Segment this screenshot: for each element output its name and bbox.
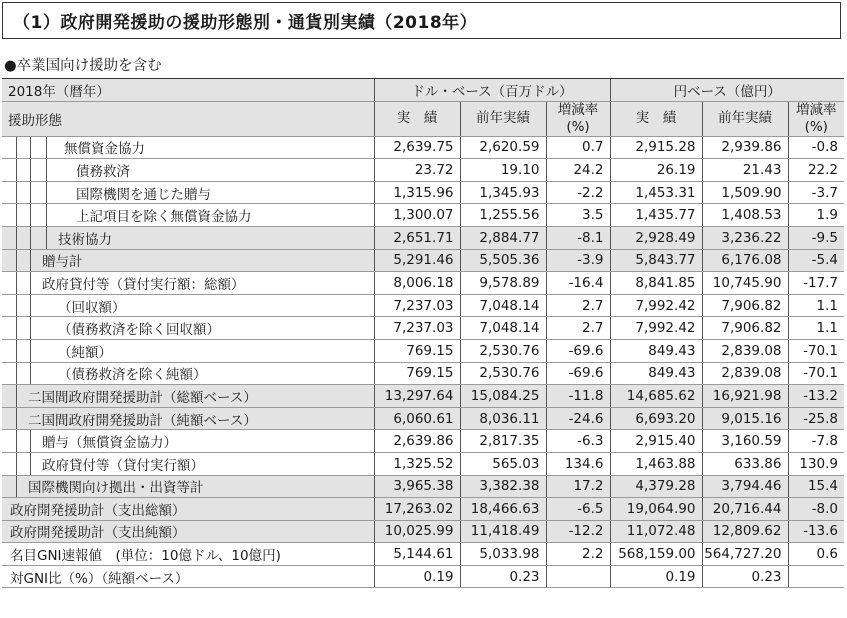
- bracket-line: [30, 137, 31, 159]
- bracket-line: [30, 317, 31, 339]
- table-row: [2, 204, 844, 227]
- usd-actual-cell: 8,006.18: [374, 272, 460, 295]
- bracket-line: [30, 227, 31, 249]
- usd-prev-cell: 18,466.63: [460, 498, 546, 521]
- jpy-rate-cell: -8.0: [788, 498, 844, 521]
- table-row: [2, 498, 844, 521]
- jpy-rate-cell: -17.7: [788, 272, 844, 295]
- usd-rate-cell: 17.2: [546, 475, 610, 498]
- jpy-actual-cell: 4,379.28: [610, 475, 702, 498]
- jpy-rate-cell: -0.8: [788, 136, 844, 159]
- usd-actual-cell: 10,025.99: [374, 520, 460, 543]
- jpy-prev-cell: 6,176.08: [702, 249, 788, 272]
- jpy-actual-cell: 7,992.42: [610, 317, 702, 340]
- usd-prev-header: 前年実績: [460, 101, 546, 136]
- jpy-rate-cell: -13.6: [788, 520, 844, 543]
- usd-prev-cell: 15,084.25: [460, 385, 546, 408]
- bracket-line: [16, 363, 17, 385]
- rate-line1: 増減率: [796, 101, 837, 118]
- title-text: （1）政府開発援助の援助形態別・通貨別実績（2018年）: [13, 13, 478, 33]
- jpy-rate-cell: 1.1: [788, 294, 844, 317]
- row-label: （回収額）: [58, 299, 126, 316]
- row-label-cell: [2, 226, 374, 249]
- row-label: （債務救済を除く純額）: [58, 367, 207, 384]
- usd-rate-cell: -11.8: [546, 385, 610, 408]
- bracket-line: [30, 204, 31, 226]
- table-row: [2, 543, 844, 566]
- table-row: [2, 430, 844, 453]
- rate-line2: (%): [804, 118, 828, 135]
- table-row: [2, 159, 844, 182]
- usd-actual-cell: 7,237.03: [374, 317, 460, 340]
- bracket-line: [16, 385, 17, 407]
- oda-table: [2, 78, 844, 588]
- bracket-line: [16, 317, 17, 339]
- usd-prev-cell: 2,530.76: [460, 339, 546, 362]
- usd-rate-cell: -24.6: [546, 407, 610, 430]
- usd-rate-cell: 134.6: [546, 452, 610, 475]
- usd-prev-cell: 2,817.35: [460, 430, 546, 453]
- usd-actual-cell: 3,965.38: [374, 475, 460, 498]
- usd-actual-cell: 5,291.46: [374, 249, 460, 272]
- row-label-cell: [2, 498, 374, 521]
- row-label: 贈与計: [42, 254, 83, 271]
- usd-actual-cell: 6,060.61: [374, 407, 460, 430]
- usd-actual-header: 実 績: [374, 101, 460, 136]
- usd-rate-cell: 0.7: [546, 136, 610, 159]
- table-row: [2, 452, 844, 475]
- row-label-cell: [2, 159, 374, 182]
- jpy-prev-cell: 3,236.22: [702, 226, 788, 249]
- jpy-rate-cell: -7.8: [788, 430, 844, 453]
- jpy-prev-cell: 1,509.90: [702, 181, 788, 204]
- jpy-rate-cell: -9.5: [788, 226, 844, 249]
- row-label-cell: [2, 339, 374, 362]
- usd-prev-cell: 2,530.76: [460, 362, 546, 385]
- usd-rate-cell: -69.6: [546, 362, 610, 385]
- usd-actual-cell: 23.72: [374, 159, 460, 182]
- jpy-actual-cell: 19,064.90: [610, 498, 702, 521]
- row-label: 贈与（無償資金協力）: [42, 435, 177, 452]
- table-row: [2, 249, 844, 272]
- row-label: 対GNI比（%）（純額ベース）: [10, 570, 189, 587]
- usd-rate-cell: 3.5: [546, 204, 610, 227]
- bracket-line: [16, 430, 17, 452]
- jpy-actual-cell: 6,693.20: [610, 407, 702, 430]
- row-label: 政府貸付等（貸付実行額）: [42, 457, 204, 474]
- usd-actual-cell: 769.15: [374, 362, 460, 385]
- usd-actual-cell: 2,651.71: [374, 226, 460, 249]
- row-label: （債務救済を除く回収額）: [58, 322, 220, 339]
- jpy-actual-cell: 2,915.40: [610, 430, 702, 453]
- row-label-cell: [2, 272, 374, 295]
- row-label: 名目GNI速報値 (単位：10億ドル、10億円): [10, 548, 281, 565]
- usd-rate-cell: -6.5: [546, 498, 610, 521]
- jpy-prev-cell: 7,906.82: [702, 317, 788, 340]
- jpy-prev-cell: 16,921.98: [702, 385, 788, 408]
- row-label: 政府開発援助計（支出純額）: [10, 525, 186, 542]
- jpy-prev-cell: 633.86: [702, 452, 788, 475]
- row-label-cell: [2, 407, 374, 430]
- note-text: ●卒業国向け援助を含む: [4, 58, 162, 74]
- jpy-rate-cell: -70.1: [788, 362, 844, 385]
- row-label: （純額）: [58, 344, 112, 361]
- table-row: [2, 136, 844, 159]
- usd-actual-cell: 17,263.02: [374, 498, 460, 521]
- row-label: 政府貸付等（貸付実行額：総額）: [42, 276, 245, 293]
- row-label: 上記項目を除く無償資金協力: [76, 209, 252, 226]
- row-label: 技術協力: [58, 231, 112, 248]
- jpy-actual-cell: 2,915.28: [610, 136, 702, 159]
- rate-line2: (%): [566, 118, 590, 135]
- usd-prev-cell: 7,048.14: [460, 294, 546, 317]
- usd-actual-cell: 5,144.61: [374, 543, 460, 566]
- usd-prev-cell: 8,036.11: [460, 407, 546, 430]
- row-label-cell: [2, 430, 374, 453]
- usd-actual-cell: 1,315.96: [374, 181, 460, 204]
- row-label-cell: [2, 317, 374, 340]
- bracket-line: [16, 159, 17, 181]
- bracket-line: [16, 204, 17, 226]
- usd-prev-cell: 11,418.49: [460, 520, 546, 543]
- row-label-cell: [2, 136, 374, 159]
- bracket-line: [30, 182, 31, 204]
- row-label: 二国間政府開発援助計（総額ベース）: [28, 389, 257, 406]
- year-label: 2018年（暦年）: [2, 79, 374, 102]
- row-label: 国際機関を通じた贈与: [76, 186, 211, 203]
- jpy-prev-cell: 3,794.46: [702, 475, 788, 498]
- bracket-line: [16, 227, 17, 249]
- bracket-line: [16, 453, 17, 475]
- jpy-actual-cell: 568,159.00: [610, 543, 702, 566]
- jpy-actual-cell: 1,435.77: [610, 204, 702, 227]
- form-label: 援助形態: [2, 101, 374, 136]
- usd-actual-cell: 1,325.52: [374, 452, 460, 475]
- jpy-actual-cell: 1,463.88: [610, 452, 702, 475]
- usd-rate-cell: 2.2: [546, 543, 610, 566]
- bracket-line: [46, 159, 47, 181]
- usd-actual-cell: 7,237.03: [374, 294, 460, 317]
- page-title: [2, 2, 841, 39]
- usd-prev-cell: 2,620.59: [460, 136, 546, 159]
- row-label-cell: [2, 249, 374, 272]
- bracket-line: [16, 295, 17, 317]
- jpy-prev-cell: 20,716.44: [702, 498, 788, 521]
- usd-prev-cell: 5,505.36: [460, 249, 546, 272]
- jpy-prev-cell: 2,839.08: [702, 339, 788, 362]
- table-row: [2, 565, 844, 588]
- bracket-line: [30, 295, 31, 317]
- jpy-rate-cell: 22.2: [788, 159, 844, 182]
- jpy-actual-cell: 8,841.85: [610, 272, 702, 295]
- usd-prev-cell: 5,033.98: [460, 543, 546, 566]
- bracket-line: [16, 250, 17, 272]
- usd-actual-cell: 769.15: [374, 339, 460, 362]
- bracket-line: [16, 408, 17, 430]
- header-row-1: [2, 79, 844, 102]
- row-label-cell: [2, 543, 374, 566]
- usd-prev-cell: 1,255.56: [460, 204, 546, 227]
- usd-actual-cell: 0.19: [374, 565, 460, 588]
- rate-line1: 増減率: [557, 101, 599, 118]
- bracket-line: [30, 363, 31, 385]
- table-row: [2, 362, 844, 385]
- bracket-line: [16, 272, 17, 294]
- table-row: [2, 520, 844, 543]
- row-label: 国際機関向け拠出・出資等計: [28, 480, 204, 497]
- row-label: 債務救済: [76, 163, 130, 180]
- bracket-line: [30, 159, 31, 181]
- jpy-rate-cell: 1.1: [788, 317, 844, 340]
- jpy-prev-cell: 21.43: [702, 159, 788, 182]
- header-row-2: [2, 101, 844, 136]
- usd-group-header: ドル・ベース（百万ドル）: [374, 79, 610, 102]
- jpy-actual-cell: 849.43: [610, 339, 702, 362]
- jpy-rate-header: [788, 101, 844, 136]
- jpy-prev-cell: 12,809.62: [702, 520, 788, 543]
- jpy-prev-header: 前年実績: [702, 101, 788, 136]
- row-label-cell: [2, 565, 374, 588]
- usd-actual-cell: 2,639.86: [374, 430, 460, 453]
- usd-rate-cell: -2.2: [546, 181, 610, 204]
- jpy-actual-cell: 0.19: [610, 565, 702, 588]
- usd-prev-cell: 3,382.38: [460, 475, 546, 498]
- bracket-line: [30, 453, 31, 475]
- jpy-actual-cell: 11,072.48: [610, 520, 702, 543]
- usd-prev-cell: 2,884.77: [460, 226, 546, 249]
- jpy-rate-cell: -5.4: [788, 249, 844, 272]
- row-label-cell: [2, 452, 374, 475]
- usd-prev-cell: 9,578.89: [460, 272, 546, 295]
- jpy-rate-cell: -13.2: [788, 385, 844, 408]
- table-row: [2, 385, 844, 408]
- row-label-cell: [2, 362, 374, 385]
- jpy-prev-cell: 2,939.86: [702, 136, 788, 159]
- table-row: [2, 407, 844, 430]
- jpy-rate-cell: 130.9: [788, 452, 844, 475]
- table-row: [2, 272, 844, 295]
- usd-rate-cell: [546, 565, 610, 588]
- bracket-line: [16, 476, 17, 498]
- usd-actual-cell: 2,639.75: [374, 136, 460, 159]
- usd-rate-cell: 2.7: [546, 294, 610, 317]
- usd-actual-cell: 13,297.64: [374, 385, 460, 408]
- bracket-line: [16, 340, 17, 362]
- table-row: [2, 317, 844, 340]
- jpy-prev-cell: 7,906.82: [702, 294, 788, 317]
- usd-rate-cell: -6.3: [546, 430, 610, 453]
- jpy-rate-cell: 0.6: [788, 543, 844, 566]
- row-label: 二国間政府開発援助計（純額ベース）: [28, 412, 257, 429]
- usd-rate-cell: -3.9: [546, 249, 610, 272]
- jpy-actual-header: 実 績: [610, 101, 702, 136]
- bracket-line: [16, 137, 17, 159]
- jpy-rate-cell: 15.4: [788, 475, 844, 498]
- usd-prev-cell: 0.23: [460, 565, 546, 588]
- table-row: [2, 226, 844, 249]
- row-label: 政府開発援助計（支出総額）: [10, 502, 186, 519]
- usd-prev-cell: 7,048.14: [460, 317, 546, 340]
- jpy-group-header: 円ベース（億円）: [610, 79, 844, 102]
- jpy-prev-cell: 3,160.59: [702, 430, 788, 453]
- bracket-line: [30, 430, 31, 452]
- row-label-cell: [2, 181, 374, 204]
- usd-rate-cell: -69.6: [546, 339, 610, 362]
- jpy-prev-cell: 1,408.53: [702, 204, 788, 227]
- jpy-actual-cell: 1,453.31: [610, 181, 702, 204]
- bracket-line: [30, 272, 31, 294]
- jpy-rate-cell: -70.1: [788, 339, 844, 362]
- usd-prev-cell: 19.10: [460, 159, 546, 182]
- jpy-prev-cell: 9,015.16: [702, 407, 788, 430]
- jpy-rate-cell: 1.9: [788, 204, 844, 227]
- jpy-actual-cell: 7,992.42: [610, 294, 702, 317]
- bracket-line: [46, 227, 47, 249]
- jpy-actual-cell: 26.19: [610, 159, 702, 182]
- table-row: [2, 339, 844, 362]
- jpy-actual-cell: 2,928.49: [610, 226, 702, 249]
- jpy-actual-cell: 849.43: [610, 362, 702, 385]
- jpy-prev-cell: 2,839.08: [702, 362, 788, 385]
- usd-rate-header: [546, 101, 610, 136]
- row-label-cell: [2, 520, 374, 543]
- table-row: [2, 181, 844, 204]
- jpy-rate-cell: [788, 565, 844, 588]
- bracket-line: [16, 182, 17, 204]
- bracket-line: [46, 137, 47, 159]
- usd-rate-cell: -12.2: [546, 520, 610, 543]
- usd-actual-cell: 1,300.07: [374, 204, 460, 227]
- usd-prev-cell: 565.03: [460, 452, 546, 475]
- bracket-line: [30, 250, 31, 272]
- row-label-cell: [2, 475, 374, 498]
- usd-rate-cell: -16.4: [546, 272, 610, 295]
- jpy-prev-cell: 564,727.20: [702, 543, 788, 566]
- bracket-line: [46, 182, 47, 204]
- usd-rate-cell: 2.7: [546, 317, 610, 340]
- jpy-actual-cell: 5,843.77: [610, 249, 702, 272]
- usd-rate-cell: 24.2: [546, 159, 610, 182]
- row-label-cell: [2, 385, 374, 408]
- jpy-rate-cell: -25.8: [788, 407, 844, 430]
- row-label: 無償資金協力: [64, 141, 145, 158]
- jpy-prev-cell: 0.23: [702, 565, 788, 588]
- usd-rate-cell: -8.1: [546, 226, 610, 249]
- table-row: [2, 294, 844, 317]
- jpy-prev-cell: 10,745.90: [702, 272, 788, 295]
- bracket-line: [46, 204, 47, 226]
- bracket-line: [30, 340, 31, 362]
- jpy-rate-cell: -3.7: [788, 181, 844, 204]
- table-row: [2, 475, 844, 498]
- usd-prev-cell: 1,345.93: [460, 181, 546, 204]
- row-label-cell: [2, 204, 374, 227]
- jpy-actual-cell: 14,685.62: [610, 385, 702, 408]
- row-label-cell: [2, 294, 374, 317]
